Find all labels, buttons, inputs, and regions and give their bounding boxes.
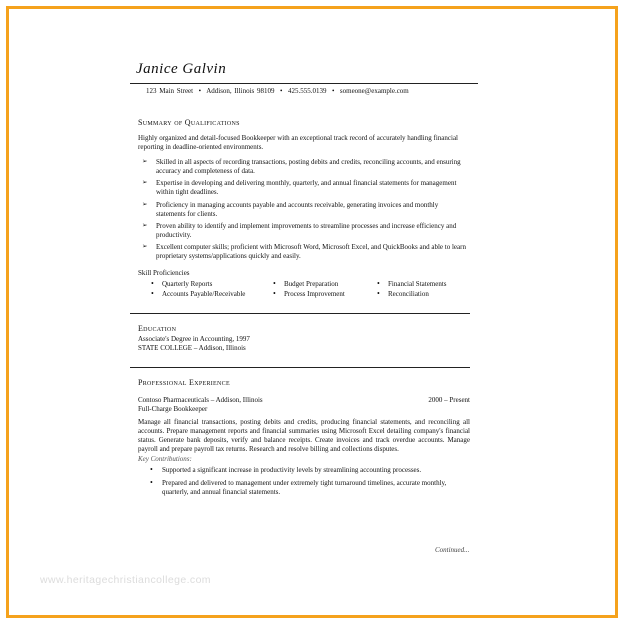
job-description: Manage all financial transactions, posting debits and credits, producing financial statements, and reconciling all accounts. Prepare management reports and financial summaries using Microsoft Excel detailing company's financial status. Generate bank deposits, verify and balance receipts. Create invoices and track overdue accounts. Manage payroll and prepare payroll tax returns. Research and resolve billing and collections disputes.: [138, 417, 470, 453]
summary-intro: Highly organized and detail-focused Bookkeeper with an exceptional track record of accurately handling financial reporting in deadline-oriented environments.: [138, 133, 458, 152]
skill-item: • Accounts Payable/Receivable: [150, 290, 272, 299]
contributions-list: [150, 466, 478, 497]
resume-page: [130, 60, 478, 501]
summary-title: Summary of Qualifications: [138, 117, 240, 127]
job-company: Contoso Pharmaceuticals – Addison, Illinois: [138, 396, 263, 405]
qualification-item: ➢ Proficiency in managing accounts payable and accounts receivable, generating invoices and monthly statements for clients.: [140, 201, 466, 219]
education-title: Education: [138, 324, 177, 334]
contribution-item: • Supported a significant increase in productivity levels by streamlining accounting processes.: [150, 466, 468, 475]
contact-line: 123 Main Street • Addison, Illinois 98109 • 425.555.0139 • someone@example.com: [146, 86, 409, 95]
skill-item: • Quarterly Reports: [150, 280, 272, 289]
contact-phone: 425.555.0139: [287, 86, 327, 95]
watermark-text: www.heritagechristiancollege.com: [40, 574, 211, 586]
skill-item: • Financial Statements: [376, 280, 476, 289]
contribution-item: • Prepared and delivered to management under extremely tight turnaround timelines, accurate monthly, quarterly, and annual financial statements.: [150, 479, 468, 497]
contact-address: 123 Main Street: [146, 86, 194, 95]
contact-email: someone@example.com: [339, 86, 409, 95]
continued-note: Continued...: [435, 546, 470, 554]
qualification-item: ➢ Proven ability to identify and implement improvements to streamline processes and increase efficiency and productivity.: [140, 222, 466, 240]
education-school: STATE COLLEGE – Addison, Illinois: [138, 343, 246, 352]
skill-item: • Reconciliation: [376, 290, 476, 299]
job-dates: 2000 – Present: [428, 396, 470, 405]
section-divider: [130, 367, 470, 368]
qualifications-list: [140, 158, 478, 261]
contact-city: Addison, Illinois 98109: [206, 86, 275, 95]
experience-title: Professional Experience: [138, 377, 230, 387]
skill-proficiencies-label: Skill Proficiencies: [138, 269, 190, 278]
name-divider: [130, 83, 478, 84]
qualification-item: ➢ Expertise in developing and delivering monthly, quarterly, and annual financial statements for management within tight deadlines.: [140, 179, 466, 197]
skill-item: • Budget Preparation: [272, 280, 376, 289]
qualification-item: ➢ Skilled in all aspects of recording transactions, posting debits and credits, reconciling accounts, and ensuring accuracy and completeness of data.: [140, 158, 466, 176]
key-contributions-label: Key Contributions:: [138, 454, 192, 463]
job-role: Full-Charge Bookkeeper: [138, 405, 208, 414]
job-header: [138, 396, 470, 405]
skill-proficiencies-grid: [150, 280, 478, 299]
education-degree: Associate's Degree in Accounting, 1997: [138, 334, 250, 343]
section-divider: [130, 313, 470, 314]
skill-item: • Process Improvement: [272, 290, 376, 299]
resume-name: Janice Galvin: [136, 61, 227, 77]
qualification-item: ➢ Excellent computer skills; proficient with Microsoft Word, Microsoft Excel, and QuickBooks and able to learn proprietary systems/applications quickly and easily.: [140, 243, 466, 261]
